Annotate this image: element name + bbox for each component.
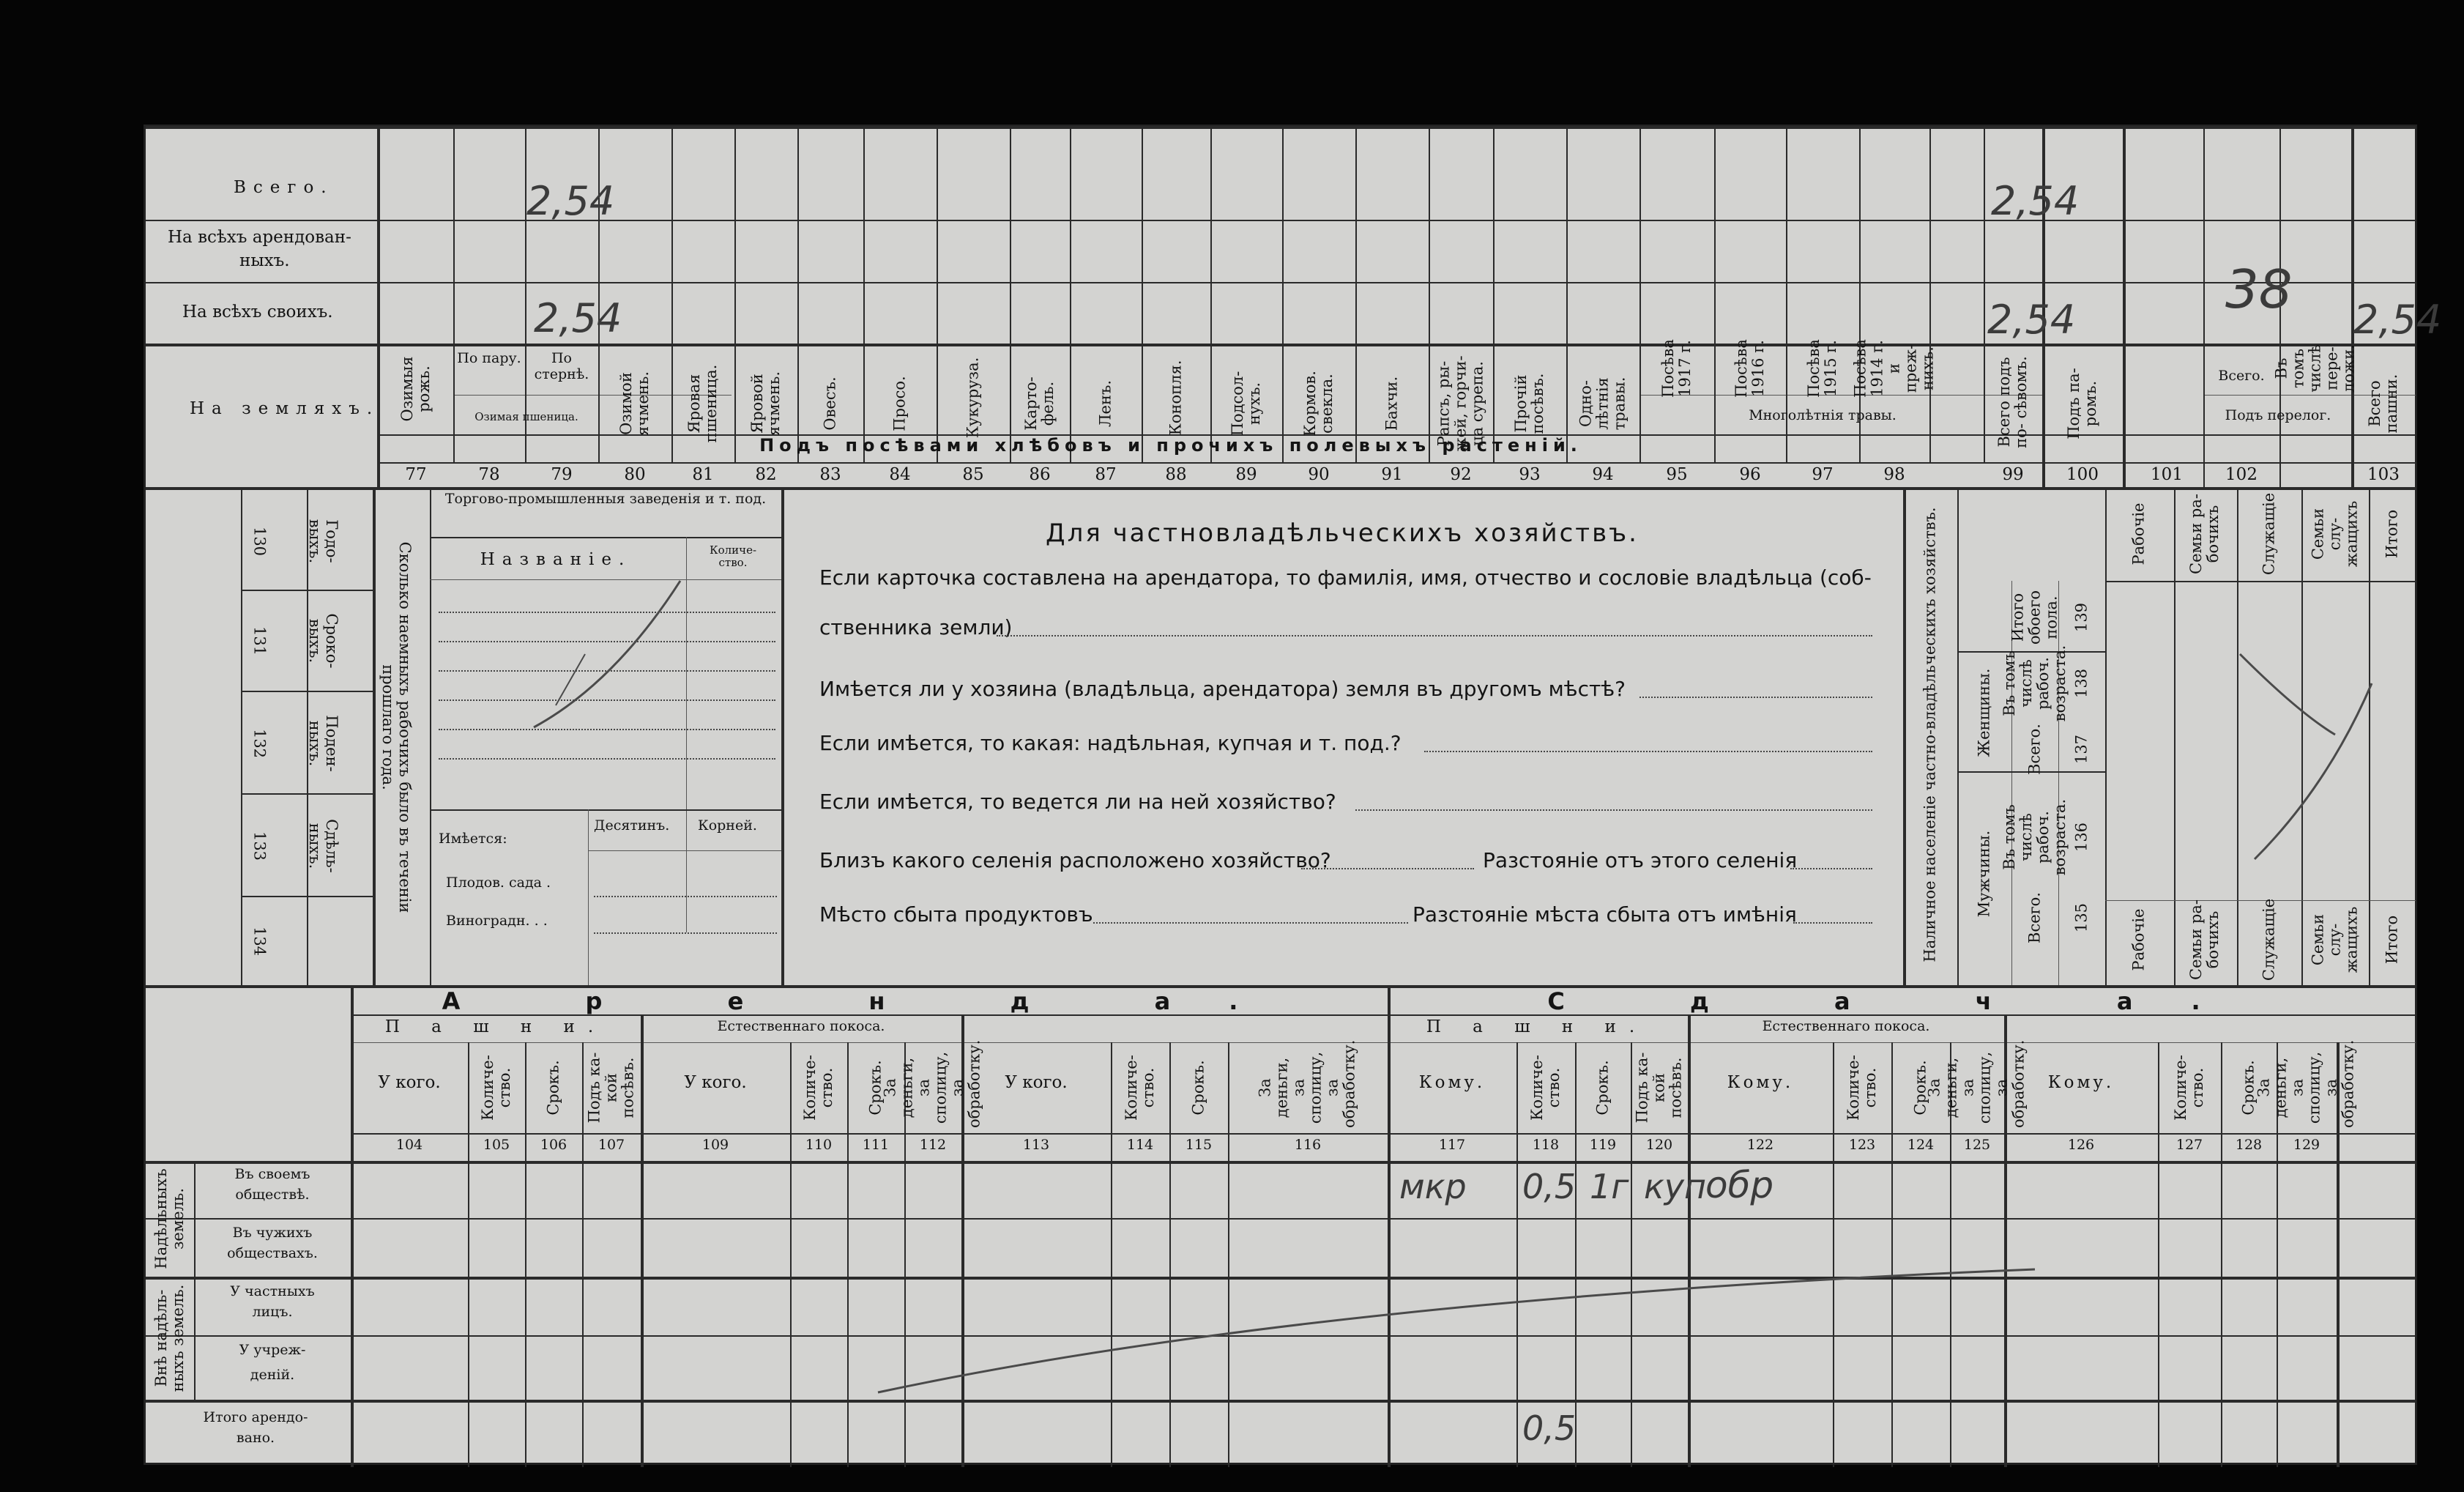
col-number: 93 xyxy=(1519,465,1541,484)
label-population: Наличное населенiе частно-владѣльческихъ хозяйствъ. xyxy=(1921,507,1939,962)
row-total-rented-b: вано. xyxy=(236,1430,275,1446)
header-spring-wheat: Яровая пшеница. xyxy=(685,364,720,443)
label-meadow-lease: Естественнаго покоса. xyxy=(1762,1018,1930,1034)
header-workers: Рабочiе xyxy=(2129,502,2148,565)
col-number: 100 xyxy=(2066,465,2099,484)
handwritten-value: 2,54 xyxy=(534,295,622,341)
header-oats: Овесъ. xyxy=(821,376,839,431)
census-card-sheet xyxy=(144,125,2442,1465)
header-day-workers: Поден- ныхъ. xyxy=(306,715,341,772)
label-quantity: Количе- ство. xyxy=(709,543,757,570)
col-number: 122 xyxy=(1746,1137,1774,1153)
header-from-whom: У кого. xyxy=(684,1073,747,1092)
header-quantity: Количе- ство. xyxy=(1527,1055,1563,1121)
header-payment: За деньги, за сполицу, за обработку. xyxy=(881,1039,984,1128)
header-annual-workers: Годо- выхъ. xyxy=(306,519,341,564)
pen-stroke xyxy=(556,654,585,705)
row-label-total: Всего. xyxy=(234,178,334,197)
col-number: 92 xyxy=(1450,465,1472,484)
handwritten-value: 2,54 xyxy=(1987,297,2076,343)
header-hemp: Конопля. xyxy=(1166,360,1185,436)
header-workers-families: Семьи ра- бочихъ xyxy=(2186,494,2222,574)
header-sunflower: Подсол- нухъ. xyxy=(1228,371,1263,437)
header-employees: Служащiе xyxy=(2260,492,2278,576)
header-quantity: Количе- ство. xyxy=(800,1055,835,1121)
col-number: 83 xyxy=(819,465,841,484)
question-market-distance: Разстоянiе мѣста сбыта отъ имѣнiя xyxy=(1412,902,1797,927)
handwritten-value: обр xyxy=(1705,1164,1774,1206)
handwritten-value: 0,5 xyxy=(1522,1167,1577,1206)
label-total-men: Всего. xyxy=(2025,892,2044,943)
col-number: 94 xyxy=(1592,465,1614,484)
col-number: 125 xyxy=(1963,1137,1991,1153)
header-incl-old-fallow: Въ томъ числѣ пере- ложи. xyxy=(2272,344,2358,393)
col-number: 87 xyxy=(1095,465,1117,484)
col-number: 85 xyxy=(962,465,984,484)
col-number: 114 xyxy=(1126,1137,1154,1153)
row-private-persons-b: лицъ. xyxy=(252,1304,293,1320)
label-total-both-sexes: Итого обоего пола. xyxy=(2009,590,2061,645)
col-number: 79 xyxy=(551,465,573,484)
col-number: 88 xyxy=(1165,465,1187,484)
col-number: 120 xyxy=(1645,1137,1673,1153)
header-which-crop: Подъ ка- кой посѣвъ. xyxy=(585,1052,637,1124)
header-fodder-beet: Кормов. свекла. xyxy=(1300,371,1336,437)
header-which-crop: Подъ ка- кой посѣвъ. xyxy=(1633,1052,1685,1124)
col-number: 102 xyxy=(2225,465,2258,484)
header-millet: Просо. xyxy=(890,376,909,431)
handwritten-value: 1г xyxy=(1590,1167,1629,1206)
row-total-rented: Итого арендо- xyxy=(203,1409,308,1425)
handwritten-value: 0,5 xyxy=(1522,1409,1577,1448)
header-term: Срокъ. xyxy=(1911,1060,1929,1116)
header-other-sowing: Прочiй посѣвъ. xyxy=(1511,373,1546,434)
col-number: 90 xyxy=(1308,465,1330,484)
row-label-lands: На земляхъ. xyxy=(190,399,380,418)
col-number: 112 xyxy=(919,1137,947,1153)
col-number: 98 xyxy=(1883,465,1905,484)
row-label-rented: На всѣхъ арендован- xyxy=(168,228,351,247)
row-label-rented-b: ныхъ. xyxy=(239,251,290,270)
col-number: 131 xyxy=(250,626,269,656)
handwritten-value: 2,54 xyxy=(1991,178,2080,224)
pen-strokes xyxy=(146,127,2416,1467)
header-employees-families: Семьи слу- жащихъ xyxy=(2309,500,2361,568)
header-total-sown: Всего подъ по- сѣвомъ. xyxy=(1995,356,2030,448)
header-payment: За деньги, за сполицу, за обработку. xyxy=(1925,1039,2028,1128)
col-number: 118 xyxy=(1532,1137,1560,1153)
header-flax: Ленъ. xyxy=(1096,380,1114,427)
label-women: Женщины. xyxy=(1975,668,1993,757)
question-market: Мѣсто сбыта продуктовъ xyxy=(819,902,1093,927)
label-desyatin: Десятинъ. xyxy=(594,817,670,834)
header-from-whom: У кого. xyxy=(1005,1073,1068,1092)
label-non-allotment-lands: Внѣ надѣль- ныхъ земель. xyxy=(152,1284,187,1392)
footer-workers-families: Семьи ра- бочихъ xyxy=(2186,899,2222,980)
header-sown-1915: Посѣва 1915 г. xyxy=(1804,339,1839,398)
col-number: 113 xyxy=(1022,1137,1050,1153)
question-village-distance: Разстоянiе отъ этого селенiя xyxy=(1483,848,1798,872)
handwritten-value: 2,54 xyxy=(526,178,615,224)
header-fallow: По пару. xyxy=(457,350,521,366)
col-number: 84 xyxy=(889,465,911,484)
col-number: 119 xyxy=(1589,1137,1617,1153)
footer-workers: Рабочiе xyxy=(2129,908,2148,971)
header-quantity: Количе- ство. xyxy=(1844,1055,1879,1121)
col-number: 86 xyxy=(1029,465,1051,484)
header-quantity: Количе- ство. xyxy=(1122,1055,1157,1121)
header-to-whom: Кому. xyxy=(1727,1073,1794,1092)
label-arable-lease: П а ш н и. xyxy=(1426,1017,1648,1036)
row-label-own: На всѣхъ своихъ. xyxy=(182,303,333,322)
col-number: 99 xyxy=(2002,465,2024,484)
section-arenda: А р е н д а. xyxy=(442,987,1297,1015)
col-number: 97 xyxy=(1812,465,1834,484)
col-number: 82 xyxy=(755,465,777,484)
header-winter-barley: Озимой ячмень. xyxy=(617,371,652,436)
col-number: 106 xyxy=(540,1137,567,1153)
label-orchard: Плодов. сада . xyxy=(446,875,551,891)
question-farming: Если имѣется, то ведется ли на ней хозяйство? xyxy=(819,790,1336,814)
col-number: 135 xyxy=(2072,902,2091,933)
col-number: 110 xyxy=(805,1137,833,1153)
header-piece-workers: Сдѣль- ныхъ. xyxy=(306,819,341,873)
header-potato: Карто- фель. xyxy=(1021,376,1057,431)
label-hired-workers: Сколько наемныхъ рабочихъ было въ теченiи прошлаго года. xyxy=(379,541,414,913)
col-number: 107 xyxy=(598,1137,625,1153)
pen-stroke xyxy=(2255,683,2372,859)
handwritten-value: 2,54 xyxy=(2353,297,2442,343)
col-number: 89 xyxy=(1235,465,1257,484)
col-number: 109 xyxy=(701,1137,729,1153)
pen-stroke xyxy=(878,1269,2035,1392)
col-number: 78 xyxy=(478,465,500,484)
col-number: 117 xyxy=(1438,1137,1466,1153)
col-number: 81 xyxy=(692,465,714,484)
header-annual-grass: Одно- лѣтнiя травы. xyxy=(1577,376,1629,431)
header-term: Срокъ. xyxy=(866,1060,885,1116)
header-perennial-grass: Многолѣтнiя травы. xyxy=(1749,407,1897,423)
row-institutions: У учреж- xyxy=(239,1342,306,1358)
header-payment: За деньги, за сполицу, за обработку. xyxy=(2255,1039,2358,1128)
col-number: 111 xyxy=(862,1137,890,1153)
label-name: Названiе. xyxy=(480,550,632,569)
section-sdacha: С д а ч а. xyxy=(1547,987,2259,1015)
col-number: 133 xyxy=(250,831,269,861)
col-number: 95 xyxy=(1666,465,1688,484)
header-from-whom: У кого. xyxy=(378,1073,441,1092)
header-melons: Бахчи. xyxy=(1382,376,1401,431)
question-land-kind: Если имѣется, то какая: надѣльная, купчая и т. под.? xyxy=(819,731,1402,755)
row-other-communities-b: обществахъ. xyxy=(227,1245,318,1261)
col-number: 139 xyxy=(2072,602,2091,633)
label-working-age-men: Въ томъ числѣ рабоч. возраста. xyxy=(2000,798,2069,876)
label-roots: Корней. xyxy=(698,817,757,834)
col-number: 127 xyxy=(2175,1137,2203,1153)
question-other-land: Имѣется ли у хозяина (владѣльца, арендатора) земля въ другомъ мѣстѣ? xyxy=(819,677,1626,701)
header-quantity: Количе- ство. xyxy=(478,1055,513,1121)
header-sown-1914: Посѣва 1914 г. и преж- нихъ. xyxy=(1851,339,1937,398)
label-arable-rent: П а ш н и. xyxy=(384,1017,607,1036)
col-number: 104 xyxy=(395,1137,423,1153)
col-number: 134 xyxy=(250,926,269,957)
footer-employees-families: Семьи слу- жащихъ xyxy=(2309,906,2361,973)
col-number: 103 xyxy=(2367,465,2400,484)
col-number: 115 xyxy=(1185,1137,1213,1153)
label-working-age-women: Въ томъ числѣ рабоч. возраста. xyxy=(2000,645,2069,722)
col-number: 132 xyxy=(250,728,269,759)
col-number: 129 xyxy=(2293,1137,2320,1153)
col-number: 130 xyxy=(250,526,269,557)
header-term: Срокъ. xyxy=(544,1060,562,1116)
col-number: 96 xyxy=(1739,465,1761,484)
label-trade-establishments: Торгово-промышленныя заведенiя и т. под. xyxy=(444,491,767,507)
col-number: 136 xyxy=(2072,822,2091,853)
header-term: Срокъ. xyxy=(1189,1060,1207,1116)
header-under-fallow: Подъ перелог. xyxy=(2225,407,2331,423)
header-spring-barley: Яровой ячмень. xyxy=(748,371,783,436)
header-fallow-total: Всего. xyxy=(2218,368,2265,384)
handwritten-value: куп xyxy=(1644,1167,1707,1206)
footer-employees: Служащiе xyxy=(2260,898,2278,981)
col-number: 80 xyxy=(624,465,646,484)
question-owner-cont: ственника земли) xyxy=(819,615,1013,639)
row-other-communities: Въ чужихъ xyxy=(232,1225,313,1241)
header-winter-rye: Озимыя рожь. xyxy=(398,356,433,422)
header-total-arable: Всего пашни. xyxy=(2365,374,2400,434)
header-quantity: Количе- ство. xyxy=(2171,1055,2206,1121)
handwritten-value: 38 xyxy=(2225,259,2293,320)
col-number: 101 xyxy=(2151,465,2183,484)
header-to-whom: Кому. xyxy=(1418,1073,1486,1092)
header-corn: Кукуруза. xyxy=(964,357,982,439)
col-number: 137 xyxy=(2072,734,2091,765)
label-men: Мужчины. xyxy=(1975,830,1993,918)
header-payment: За деньги, за сполицу, за обработку. xyxy=(1256,1039,1359,1128)
handwritten-value: мкр xyxy=(1399,1167,1467,1206)
header-fallow-land: Подъ па- ромъ. xyxy=(2064,368,2099,439)
col-number: 123 xyxy=(1848,1137,1876,1153)
header-winter-wheat: Озимая пшеница. xyxy=(474,410,578,423)
row-own-community: Въ своемъ xyxy=(234,1166,310,1182)
question-owner: Если карточка составлена на арендатора, то фамилiя, имя, отчество и сословiе владѣльца (соб- xyxy=(819,565,1872,590)
band-sown-crops: Подъ посѣвами хлѣбовъ и прочихъ полевыхъ растенiй. xyxy=(759,435,1582,456)
col-number: 77 xyxy=(405,465,427,484)
header-rapeseed: Рапсъ, ры- жей, горчи- ца сурепа. xyxy=(1434,355,1486,452)
label-allotment-lands: Надѣльныхъ земель. xyxy=(152,1168,187,1269)
header-term: Срокъ. xyxy=(1593,1060,1612,1116)
label-meadow-rent: Естественнаго покоса. xyxy=(717,1018,885,1034)
label-total-women: Всего. xyxy=(2025,724,2044,775)
panel-title: Для частновладѣльческихъ хозяйствъ. xyxy=(1046,519,1639,548)
header-term-workers: Сроко- выхъ. xyxy=(306,613,341,669)
col-number: 91 xyxy=(1381,465,1403,484)
header-to-whom: Кому. xyxy=(2047,1073,2115,1092)
header-sown-1916: Посѣва 1916 г. xyxy=(1732,339,1767,398)
row-private-persons: У частныхъ xyxy=(230,1283,315,1299)
col-number: 116 xyxy=(1294,1137,1322,1153)
footer-total-staff: Итого xyxy=(2383,915,2401,965)
header-sown-1917: Посѣва 1917 г. xyxy=(1659,339,1694,398)
pen-stroke xyxy=(2240,654,2335,735)
header-total-staff: Итого xyxy=(2383,509,2401,559)
header-term: Срокъ. xyxy=(2239,1060,2258,1116)
col-number: 128 xyxy=(2235,1137,2263,1153)
row-institutions-b: денiй. xyxy=(250,1367,295,1383)
col-number: 126 xyxy=(2067,1137,2095,1153)
question-village: Близъ какого селенiя расположено хозяйство? xyxy=(819,848,1331,872)
label-vineyard: Виноградн. . . xyxy=(446,913,548,929)
label-have: Имѣется: xyxy=(439,831,507,847)
row-own-community-b: обществѣ. xyxy=(235,1187,310,1203)
col-number: 105 xyxy=(483,1137,510,1153)
header-stubble: По стернѣ. xyxy=(534,350,589,382)
col-number: 124 xyxy=(1907,1137,1935,1153)
col-number: 138 xyxy=(2072,668,2091,699)
